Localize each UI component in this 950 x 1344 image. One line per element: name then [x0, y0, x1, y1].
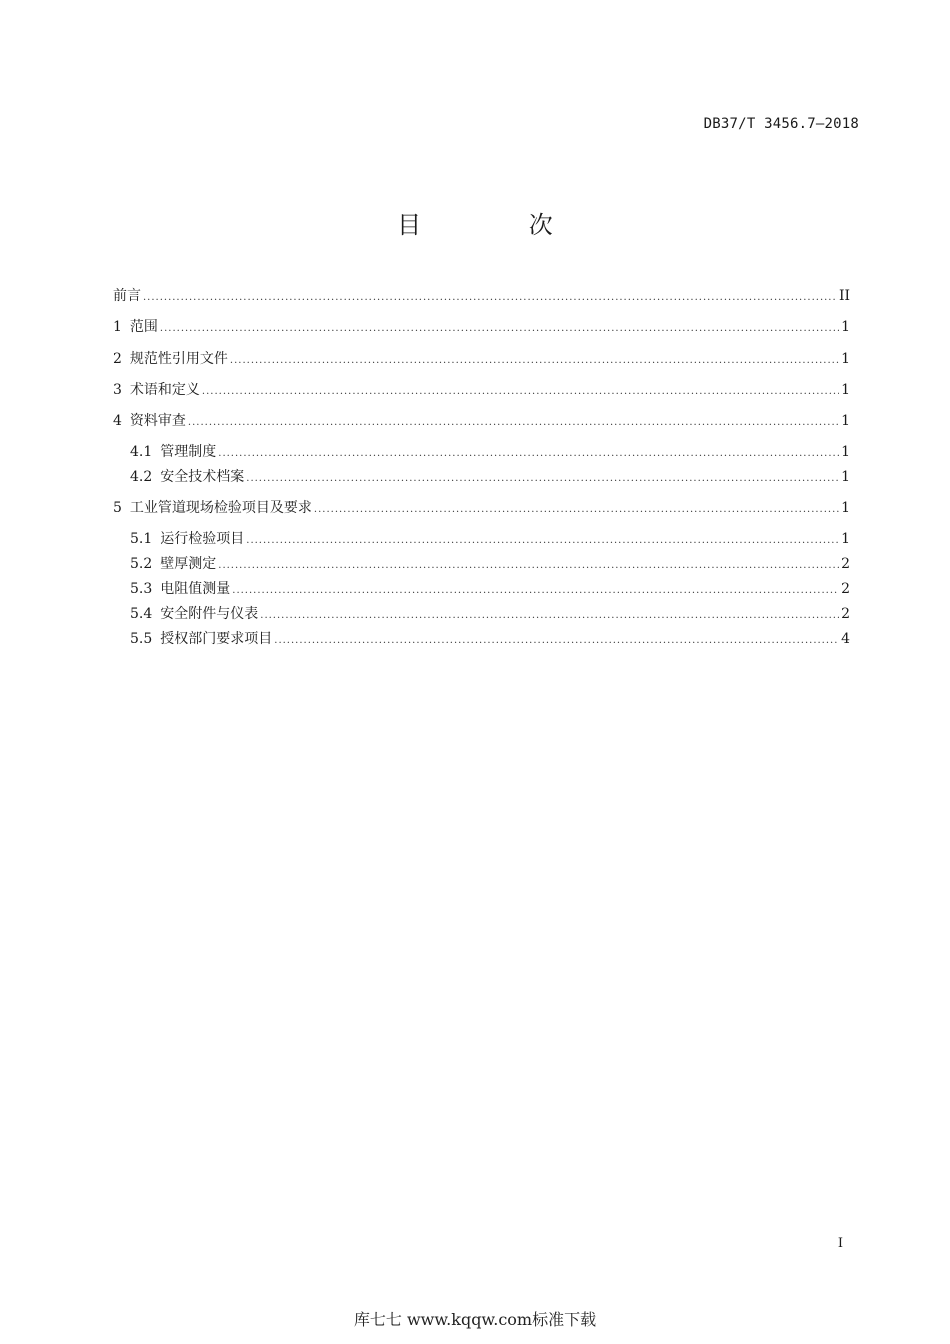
standard-code: DB37/T 3456.7—2018 — [703, 116, 859, 132]
toc-entry-page: 2 — [841, 556, 850, 572]
toc-entry-page: 1 — [841, 469, 850, 485]
toc-entry-5-3[interactable] — [130, 579, 850, 599]
toc-entry-5[interactable] — [113, 498, 850, 518]
toc-entry-page: 1 — [841, 351, 850, 367]
toc-entry-4-1[interactable] — [130, 442, 850, 462]
toc-entry-number: 2 — [113, 351, 122, 367]
toc-entry-title: 资料审查 — [129, 413, 186, 429]
toc-entry-number: 4 — [113, 413, 122, 429]
toc-entry-number: 4.1 — [130, 444, 153, 460]
toc-entry-title: 规范性引用文件 — [129, 351, 228, 367]
toc-entry-5-1[interactable] — [130, 529, 850, 549]
toc-entry-title: 范围 — [129, 319, 158, 335]
toc-entry-number: 4.2 — [130, 469, 153, 485]
toc-entry-number: 5.4 — [130, 606, 153, 622]
toc-leader-dots — [218, 556, 839, 576]
toc-entry-1[interactable] — [113, 317, 850, 337]
toc-leader-dots — [274, 631, 839, 651]
toc-entry-page: II — [838, 288, 850, 304]
toc-entry-page: 1 — [841, 413, 850, 429]
toc-leader-dots — [230, 351, 839, 371]
toc-entry-title: 电阻值测量 — [160, 581, 231, 597]
toc-entry-title: 安全附件与仪表 — [160, 606, 259, 622]
toc-entry-title: 术语和定义 — [129, 382, 200, 398]
toc-entry-number: 5.2 — [130, 556, 153, 572]
toc-leader-dots — [202, 382, 839, 402]
toc-entry-page: 4 — [841, 631, 850, 647]
toc-title: 目 次 — [397, 211, 603, 239]
toc-entry-title: 授权部门要求项目 — [160, 631, 273, 647]
toc-entry-page: 2 — [841, 606, 850, 622]
toc-entry-title: 壁厚测定 — [160, 556, 217, 572]
toc-entry-title: 运行检验项目 — [160, 531, 245, 547]
toc-entry-title: 前言 — [113, 288, 141, 304]
toc-entry-number: 5 — [113, 500, 122, 516]
toc-leader-dots — [246, 531, 839, 551]
toc-leader-dots — [188, 413, 839, 433]
toc-entry-number: 5.1 — [130, 531, 153, 547]
toc-entry-page: 1 — [841, 531, 850, 547]
toc-entry-5-5[interactable] — [130, 629, 850, 649]
toc-entry-number: 1 — [113, 319, 122, 335]
toc-leader-dots — [160, 319, 839, 339]
toc-entry-number: 5.3 — [130, 581, 153, 597]
toc-entry-4[interactable] — [113, 411, 850, 431]
toc-entry-number: 3 — [113, 382, 122, 398]
toc-leader-dots — [143, 288, 837, 308]
toc-entry-page: 1 — [841, 319, 850, 335]
toc-entry-page: 1 — [841, 382, 850, 398]
toc-entry-5-2[interactable] — [130, 554, 850, 574]
toc-entry-title: 管理制度 — [160, 444, 217, 460]
toc-entry-2[interactable] — [113, 349, 850, 369]
toc-leader-dots — [232, 581, 839, 601]
toc-entry-page: 1 — [841, 500, 850, 516]
toc-entry-page: 1 — [841, 444, 850, 460]
toc-leader-dots — [260, 606, 839, 626]
toc-entry-page: 2 — [841, 581, 850, 597]
toc-entry-5-4[interactable] — [130, 604, 850, 624]
toc-entry-4-2[interactable] — [130, 467, 850, 487]
footer-watermark: 库七七 www.kqqw.com标准下载 — [353, 1310, 597, 1329]
toc-entry-number: 5.5 — [130, 631, 153, 647]
toc-leader-dots — [218, 444, 839, 464]
toc-leader-dots — [314, 500, 839, 520]
toc-entry-title: 安全技术档案 — [160, 469, 245, 485]
toc-entry-3[interactable] — [113, 380, 850, 400]
toc-entry-foreword[interactable] — [113, 286, 850, 306]
toc-entry-title: 工业管道现场检验项目及要求 — [129, 500, 312, 516]
page-number: I — [837, 1236, 843, 1251]
toc-leader-dots — [246, 469, 839, 489]
